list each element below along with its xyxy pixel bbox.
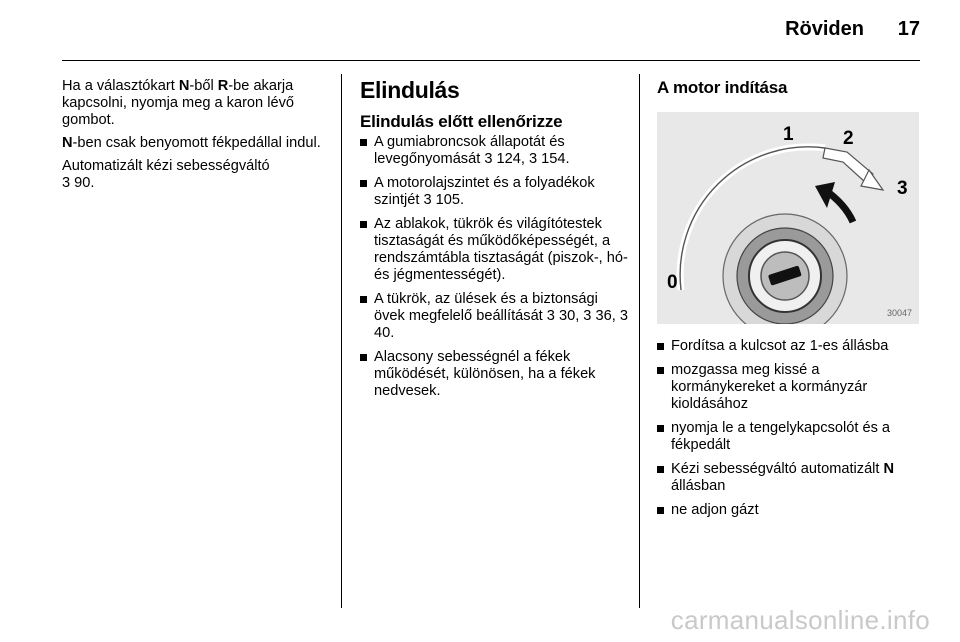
text-bold: N — [883, 461, 895, 477]
text: -ből — [189, 78, 218, 94]
text: -ben csak benyomott fékpedállal indul. — [72, 135, 321, 151]
list-item: Fordítsa a kulcsot az 1-es állásba — [657, 338, 925, 355]
list-item: A motorolajszintet és a folyadékok szintjét 3 105. — [360, 175, 628, 209]
list-item: nyomja le a tengelykapcsolót és a fékpedált — [657, 420, 925, 454]
section-title: Röviden — [785, 18, 864, 40]
text: Kézi sebességváltó automatizált — [671, 461, 884, 477]
section-heading: Elindulás — [360, 77, 460, 103]
figure-code: 30047 — [887, 308, 913, 318]
ignition-figure — [657, 112, 919, 324]
position-label-3: 3 — [897, 178, 908, 199]
header-rule — [62, 60, 920, 61]
section-heading: A motor indítása — [657, 78, 788, 97]
watermark: carmanualsonline.info — [670, 605, 930, 635]
list-item: A tükrök, az ülések és a biztonsági övek megfelelő beállítását 3 30, 3 36, 3 40. — [360, 291, 628, 342]
turn-arrow-shaft — [825, 190, 853, 222]
position-label-0: 0 — [667, 272, 678, 293]
start-steps — [657, 338, 925, 519]
paragraph-selector-lever — [62, 78, 324, 129]
page-reference: 3 90. — [62, 175, 95, 191]
list-item: A gumiabroncsok állapotát és levegőnyomását 3 124, 3 154. — [360, 134, 628, 168]
list-item: Alacsony sebességnél a fékek működését, különösen, ha a fékek nedvesek. — [360, 349, 628, 400]
text-bold: N — [62, 135, 73, 151]
column-2 — [360, 76, 628, 407]
text: Ha a választókart — [62, 78, 179, 94]
column-1 — [62, 78, 324, 198]
column-divider-2 — [639, 74, 640, 608]
text: Automatizált kézi sebességváltó — [62, 158, 270, 174]
ignition-diagram — [657, 112, 919, 324]
text: -be akarja kapcsolni, nyomja meg a karon lévő gombot. — [62, 78, 294, 128]
list-item — [657, 461, 925, 495]
text-bold: N — [178, 78, 190, 94]
column-3 — [657, 76, 925, 526]
text: állásban — [671, 478, 726, 494]
text-bold: R — [217, 78, 229, 94]
list-item: Az ablakok, tükrök és világítótestek tisztaságát és működőképességét, a rendszámtábla tisztaságát (piszok-, hó- és jégmentességét). — [360, 216, 628, 284]
page-number: 17 — [897, 18, 920, 40]
subheading: Elindulás előtt ellenőrizze — [360, 112, 563, 131]
list-item: mozgassa meg kissé a kormánykereket a kormányzár kioldásához — [657, 362, 925, 413]
checklist — [360, 134, 628, 400]
page-header — [62, 18, 920, 48]
position-label-1: 1 — [783, 124, 794, 145]
position-label-2: 2 — [843, 128, 854, 149]
paragraph-neutral-start — [62, 135, 324, 152]
paragraph-automated-gearbox — [62, 158, 324, 192]
column-divider-1 — [341, 74, 342, 608]
list-item: ne adjon gázt — [657, 502, 925, 519]
